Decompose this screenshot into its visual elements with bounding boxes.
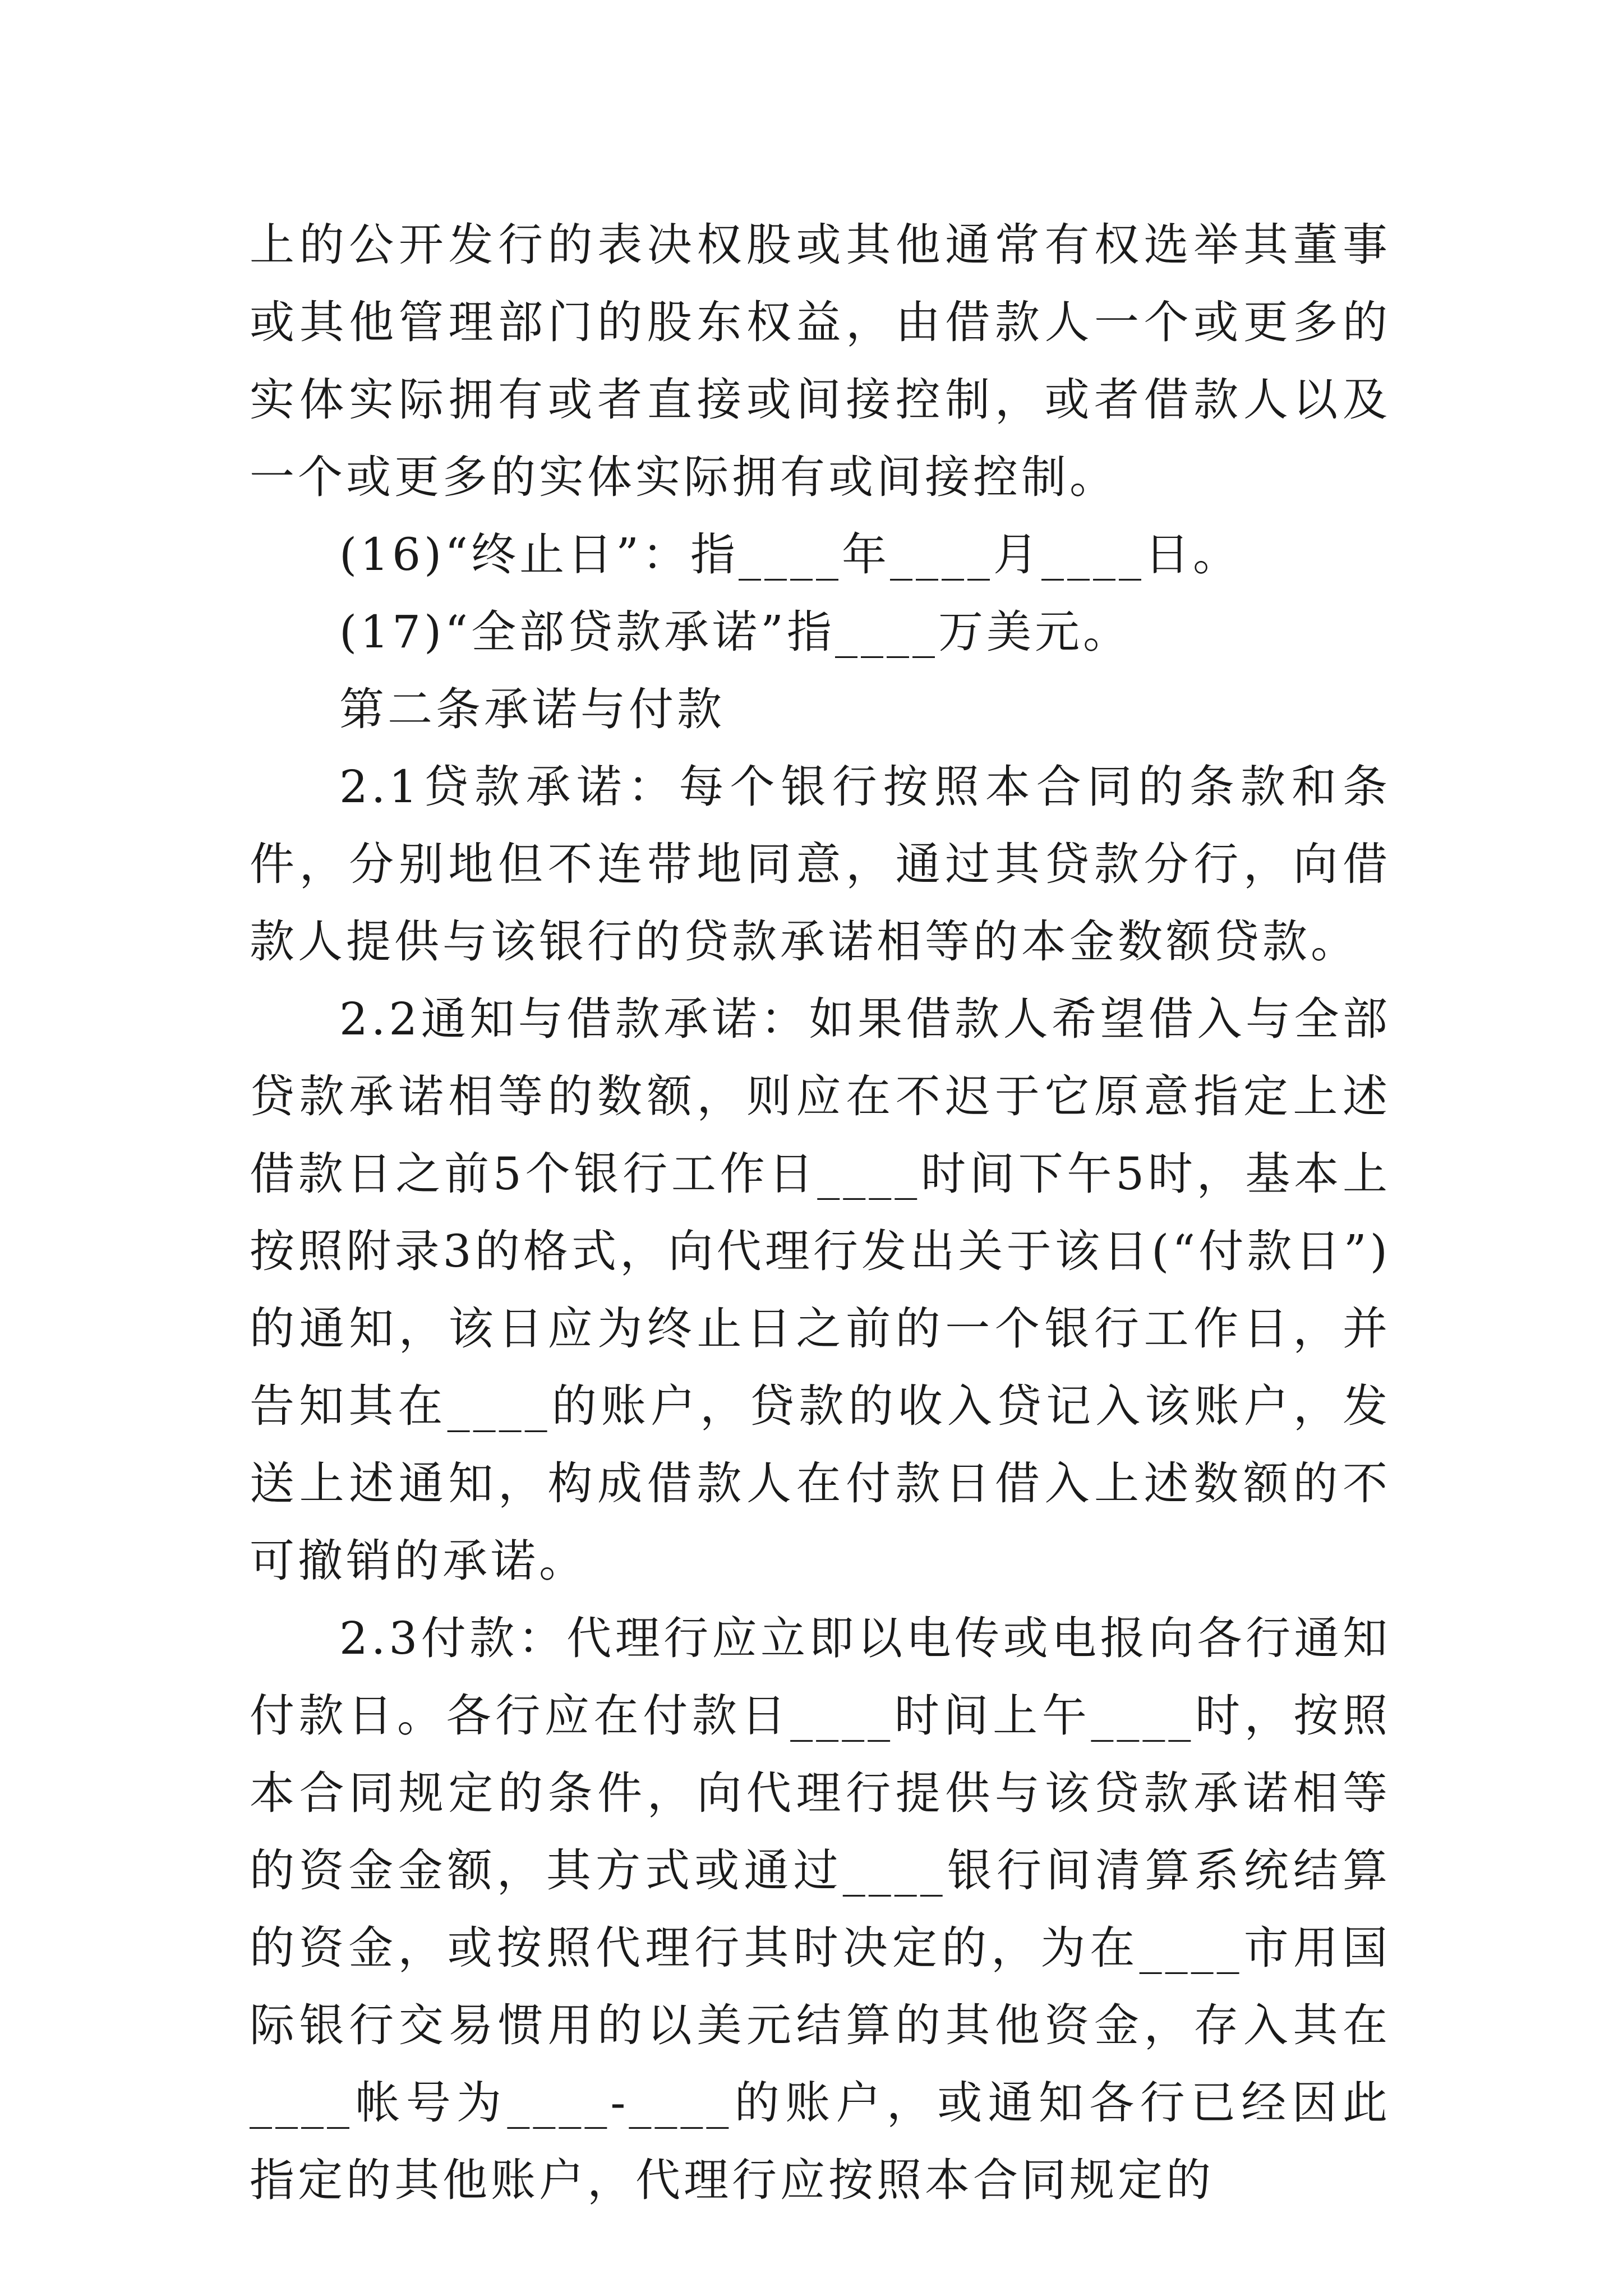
paragraph-2-2-notice: 2.2通知与借款承诺：如果借款人希望借入与全部贷款承诺相等的数额，则应在不迟于它原意指定上述借款日之前5个银行工作日____时间下午5时，基本上按照附录3的格式，向代理行发出关于该日(“付款日”)的通知，该日应为终止日之前的一个银行工作日，并告知其在____的账户，贷款的收入贷记入该账户，发送上述通知，构成借款人在付款日借入上述数额的不可撤销的承诺。: [250, 993, 1391, 1587]
paragraph-2-3-payment: 2.3付款：代理行应立即以电传或电报向各行通知付款日。各行应在付款日____时间上午____时，按照本合同规定的条件，向代理行提供与该贷款承诺相等的资金金额，其方式或通过____银行间清算系统结算的资金，或按照代理行其时决定的，为在____市用国际银行交易惯用的以美元结算的其他资金，存入其在____帐号为____-____的账户，或通知各行已经因此指定的其他账户，代理行应按照本合同规定的: [250, 1612, 1391, 2206]
section-heading-article-2: 第二条承诺与付款: [339, 683, 725, 735]
paragraph-continued-definition: 上的公开发行的表决权股或其他通常有权选举其董事或其他管理部门的股东权益，由借款人一个或更多的实体实际拥有或者直接或间接控制，或者借款人以及一个或更多的实体实际拥有或间接控制。: [250, 219, 1391, 503]
paragraph-total-commitment: (17)“全部贷款承诺”指____万美元。: [339, 606, 1132, 658]
paragraph-termination-date: (16)“终止日”：指____年____月____日。: [339, 528, 1242, 581]
document-body: [250, 206, 1391, 2219]
paragraph-2-1-loan-commitment: 2.1贷款承诺：每个银行按照本合同的条款和条件，分别地但不连带地同意，通过其贷款分行，向借款人提供与该银行的贷款承诺相等的本金数额贷款。: [250, 761, 1391, 968]
